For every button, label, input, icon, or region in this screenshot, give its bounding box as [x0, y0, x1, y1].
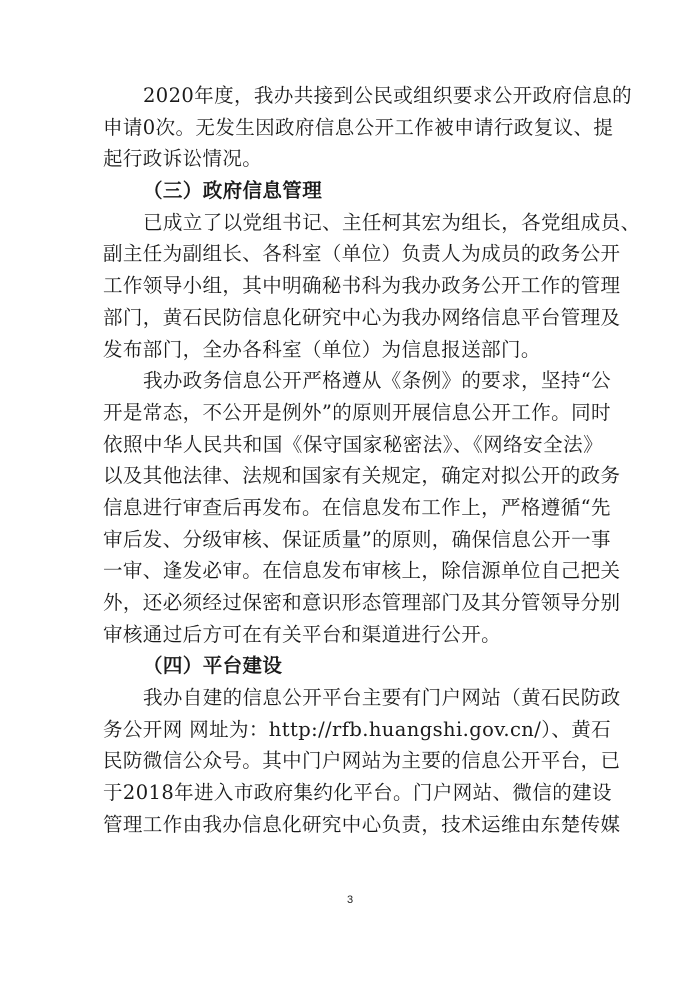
paragraph-line: 务公开网 网址为：http://rfb.huangshi.gov.cn/）、黄石 [103, 717, 612, 741]
document-body [103, 80, 641, 841]
section-heading: （四）平台建设 [143, 654, 283, 678]
paragraph-line: 外，还必须经过保密和意识形态管理部门及其分管领导分别 [103, 591, 621, 614]
paragraph-line: 申请0次。无发生因政府信息公开工作被申请行政复议、提 [103, 115, 614, 139]
paragraph-line: 副主任为副组长、各科室（单位）负责人为成员的政务公开 [103, 242, 621, 266]
page-number: 3 [346, 894, 354, 906]
paragraph-line: 审后发、分级审核、保证质量”的原则，确保信息公开一事 [103, 527, 611, 551]
paragraph-line: 信息进行审查后再发布。在信息发布工作上，严格遵循“先 [103, 495, 611, 519]
paragraph-line: 审核通过后方可在有关平台和渠道进行公开。 [103, 622, 502, 646]
paragraph-line: 于2018年进入市政府集约化平台。门户网站、微信的建设 [103, 781, 612, 805]
section-heading: （三）政府信息管理 [143, 179, 323, 203]
paragraph-line: 我办政务信息公开严格遵从《条例》的要求，坚持“公 [143, 369, 612, 393]
paragraph-line: 开是常态，不公开是例外”的原则开展信息公开工作。同时 [103, 400, 611, 424]
paragraph-line: 我办自建的信息公开平台主要有门户网站（黄石民防政 [143, 686, 621, 710]
paragraph-line: 以及其他法律、法规和国家有关规定，确定对拟公开的政务 [103, 464, 621, 488]
paragraph-line: 依照中华人民共和国《保守国家秘密法》、《网络安全法》 [103, 432, 603, 456]
paragraph-line: 发布部门，全办各科室（单位）为信息报送部门。 [103, 337, 541, 361]
paragraph-line: 部门，黄石民防信息化研究中心为我办网络信息平台管理及 [103, 305, 621, 329]
paragraph-line: 2020年度，我办共接到公民或组织要求公开政府信息的 [143, 84, 633, 107]
paragraph-line: 民防微信公众号。其中门户网站为主要的信息公开平台，已 [103, 749, 621, 773]
paragraph-line: 管理工作由我办信息化研究中心负责，技术运维由东楚传媒 [103, 812, 621, 836]
paragraph-line: 起行政诉讼情况。 [103, 147, 263, 171]
paragraph-line: 一审、逢发必审。在信息发布审核上，除信源单位自己把关 [103, 559, 621, 583]
paragraph-line: 已成立了以党组书记、主任柯其宏为组长，各党组成员、 [143, 210, 641, 234]
paragraph-line: 工作领导小组，其中明确秘书科为我办政务公开工作的管理 [103, 274, 621, 298]
